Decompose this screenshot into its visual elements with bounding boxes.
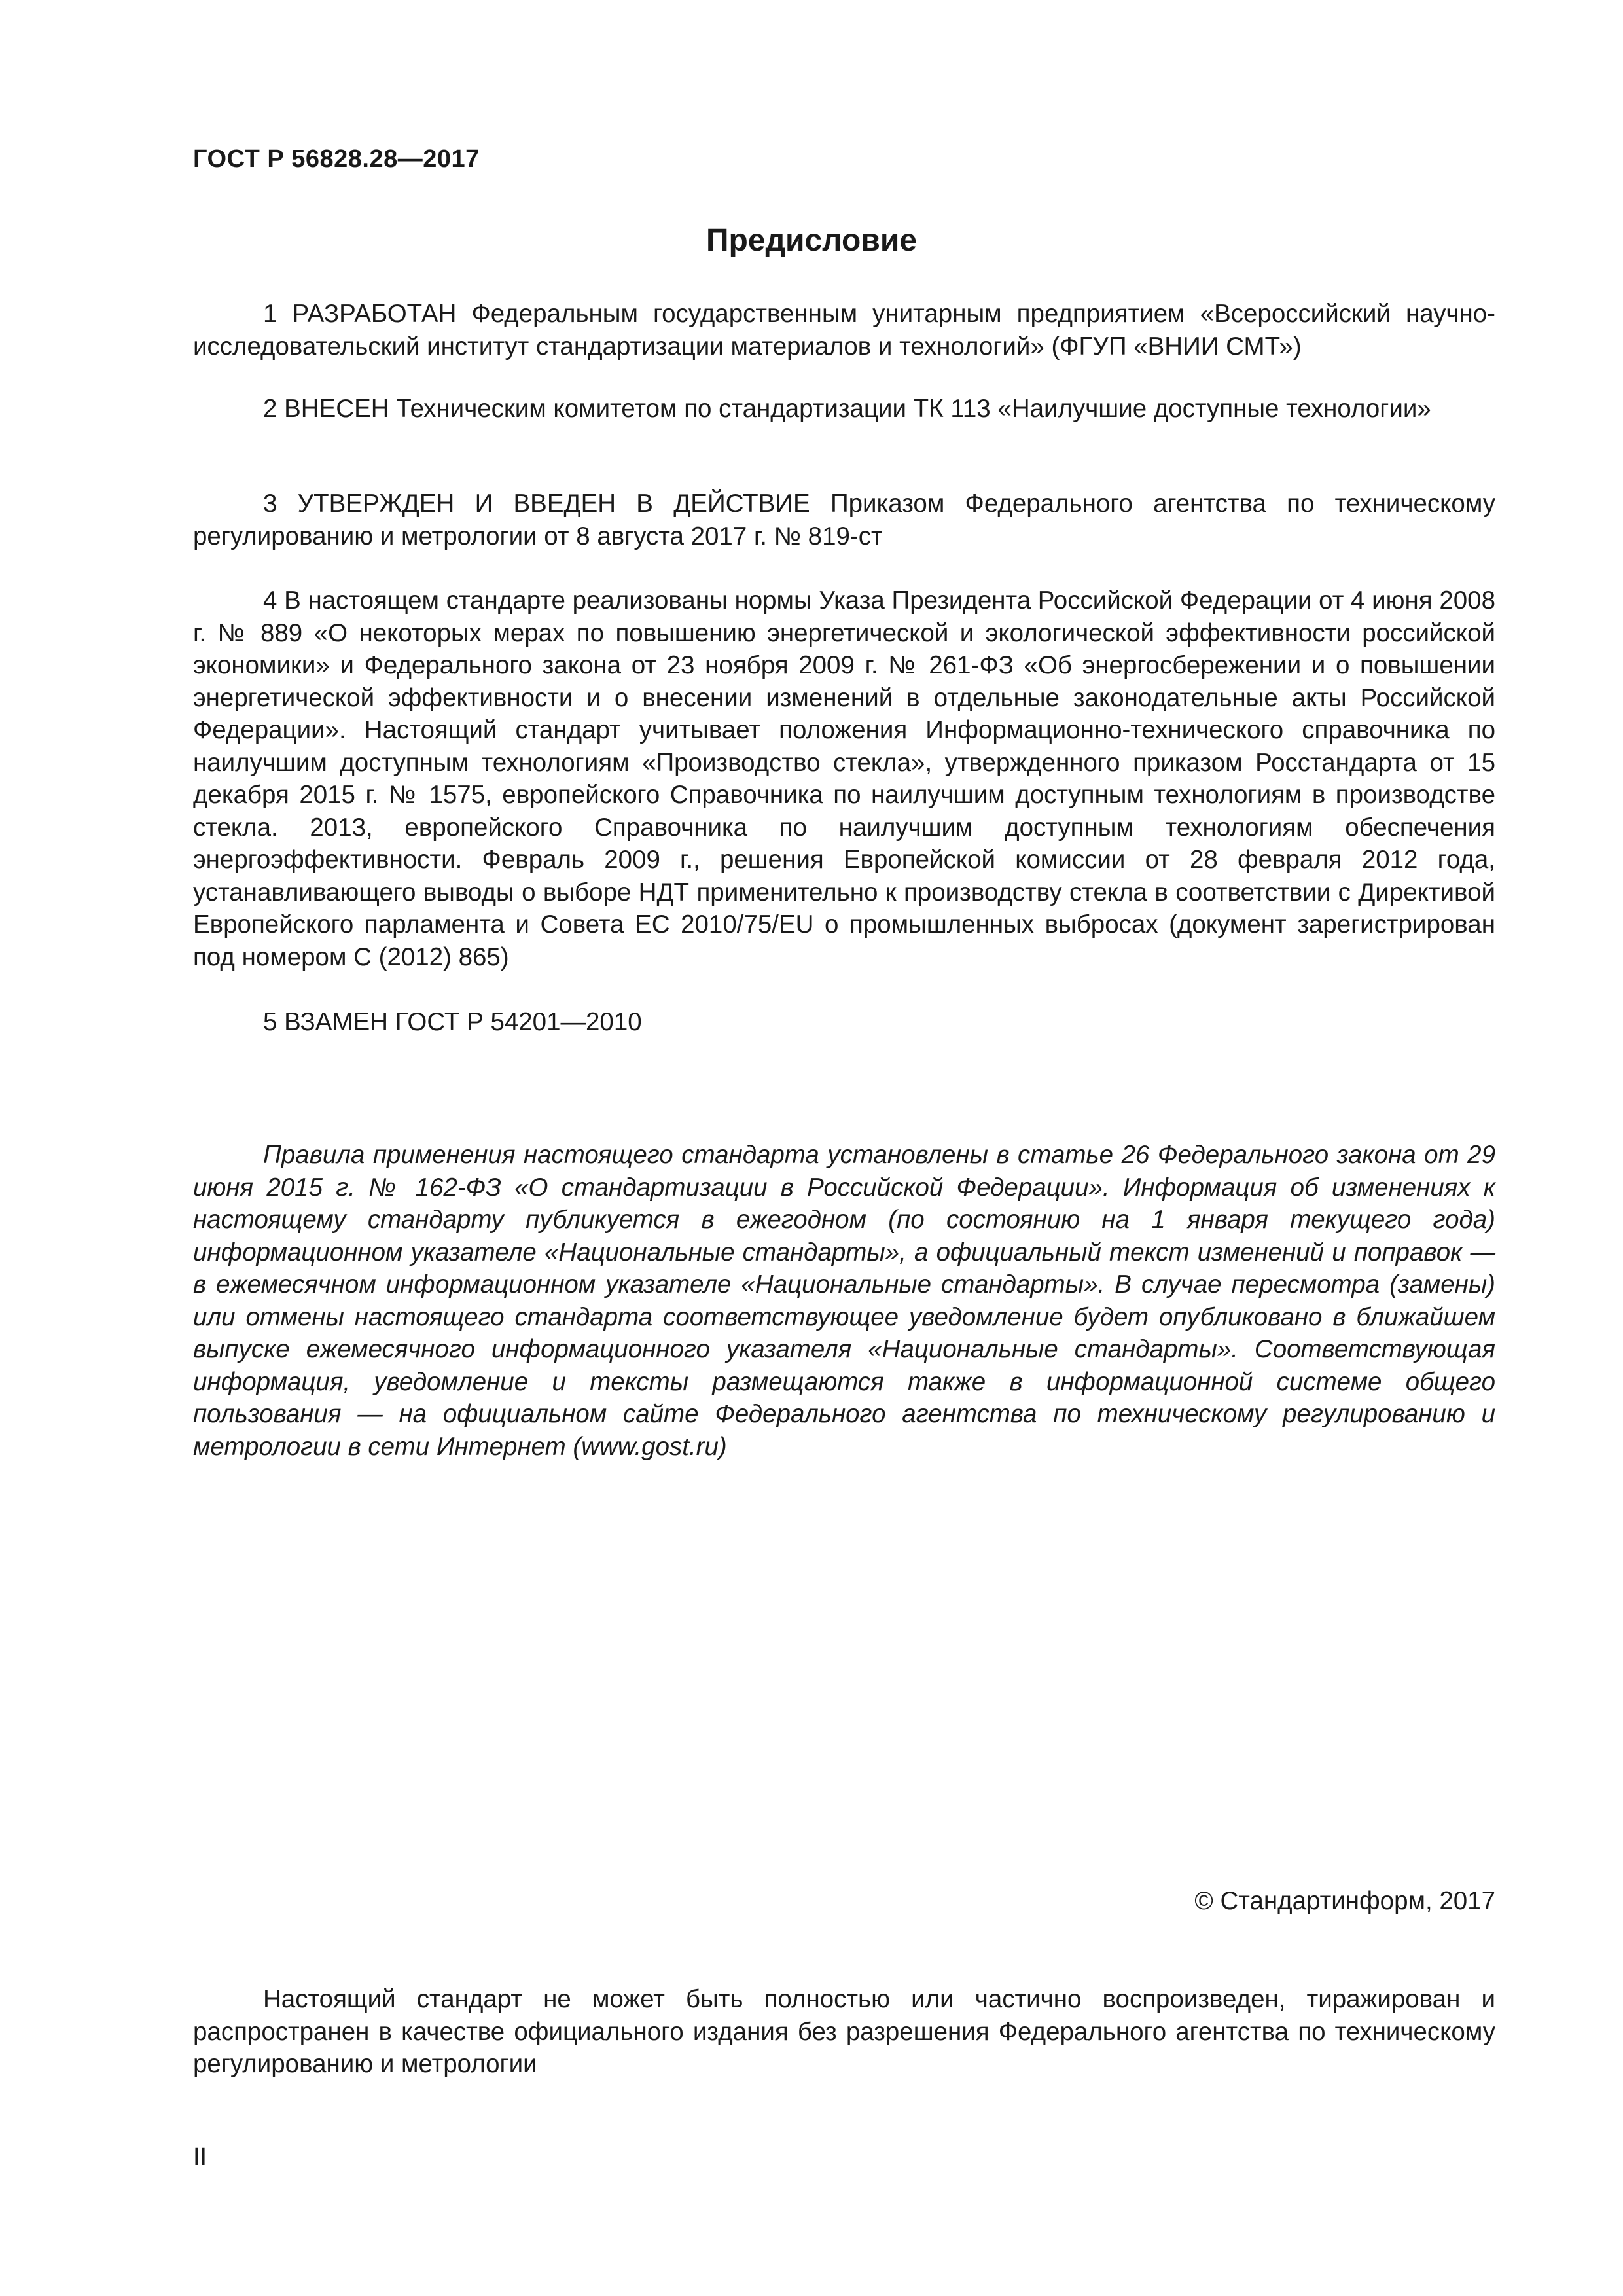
document-code: ГОСТ Р 56828.28—2017 — [193, 145, 480, 173]
foreword-item-3: 3 УТВЕРЖДЕН И ВВЕДЕН В ДЕЙСТВИЕ Приказом Федерального агентства по техническому регулированию и метрологии от 8 августа 2017 г. № 819-ст — [193, 490, 1495, 550]
foreword-item-4: 4 В настоящем стандарте реализованы нормы Указа Президента Российской Федерации от 4 июня 2008 г. № 889 «О некоторых мерах по повышению энергетической и экологической эффективности российской экономики» и Федерального закона от 23 ноября 2009 г. № 261-ФЗ «Об энергосбережении и о повышении энергетической эффективности и о внесении изменений в отдельные законодательные акты Российской Федерации». Настоящий стандарт учитывает положения Информационно-технического справочника по наилучшим доступным технологиям «Производство стекла», утвержденного приказом Росстандарта от 15 декабря 2015 г. № 1575, европейского Справочника по наилучшим доступным технологиям в производстве стекла. 2013, европейского Справочника по наилучшим доступным технологиям обеспечения энергоэффективности. Февраль 2009 г., решения Европейской комиссии от 28 февраля 2012 года, устанавливающего выводы о выборе НДТ применительно к производству стекла в соответствии с Директивой Европейского парламента и Совета ЕС 2010/75/EU о промышленных выбросах (документ зарегистрирован под номером С (2012) 865) — [193, 586, 1495, 971]
page-number: II — [193, 2144, 207, 2171]
foreword-item-5: 5 ВЗАМЕН ГОСТ Р 54201—2010 — [263, 1008, 642, 1036]
page-title: Предисловие — [705, 223, 918, 258]
rules-note: Правила применения настоящего стандарта установлены в статье 26 Федерального закона от 29 июня 2015 г. № 162-ФЗ «О стандартизации в Российской Федерации». Информация об изменениях к настоящему стандарту публикуется в ежегодном (по состоянию на 1 января текущего года) информационном указателе «Национальные стандарты», а официальный текст изменений и поправок — в ежемесячном информационном указателе «Национальные стандарты». В случае пересмотра (замены) или отмены настоящего стандарта соответствующее уведомление будет опубликовано в ближайшем выпуске ежемесячного информационного указателя «Национальные стандарты». Соответствующая информация, уведомление и тексты размещаются также в информационной системе общего пользования — на официальном сайте Федерального агентства по техническому регулированию и метрологии в сети Интернет (www.gost.ru) — [193, 1141, 1495, 1461]
copyright: © Стандартинформ, 2017 — [1194, 1887, 1495, 1915]
reproduction-notice: Настоящий стандарт не может быть полностью или частично воспроизведен, тиражирован и распространен в качестве официального издания без разрешения Федерального агентства по техническому регулированию и метрологии — [193, 1985, 1495, 2078]
foreword-item-2: 2 ВНЕСЕН Техническим комитетом по стандартизации ТК 113 «Наилучшие доступные технологии» — [263, 395, 1431, 423]
foreword-item-1: 1 РАЗРАБОТАН Федеральным государственным унитарным предприятием «Всероссийский научно-исследовательский институт стандартизации материалов и технологий» (ФГУП «ВНИИ СМТ») — [193, 300, 1495, 361]
